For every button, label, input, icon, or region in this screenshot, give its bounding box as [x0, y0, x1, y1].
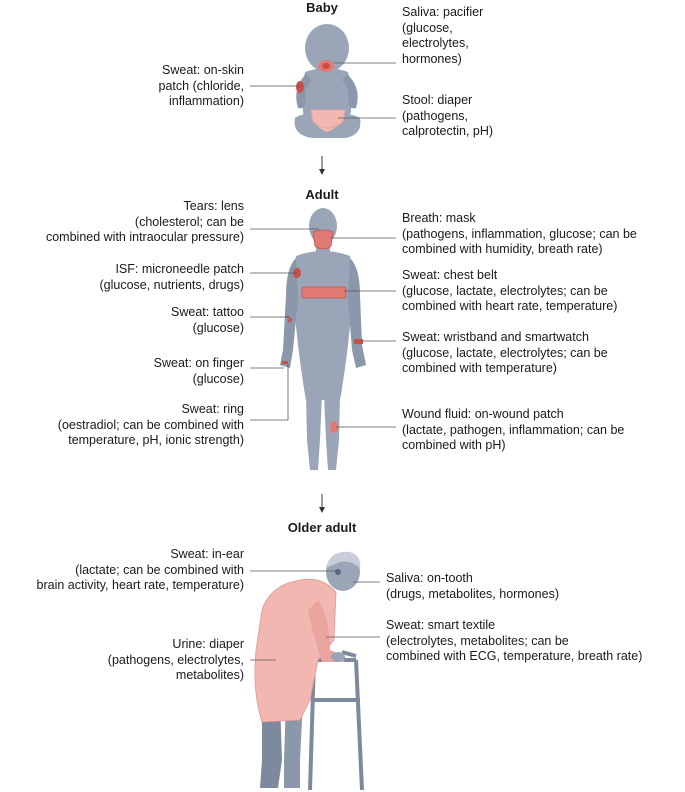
label-adult-wristband: Sweat: wristband and smartwatch (glucose, lactate, electrolytes; can be combined with temperature) [402, 330, 608, 375]
label-adult-finger: Sweat: on finger (glucose) [153, 356, 244, 386]
label-baby-sweat: Sweat: on-skin patch (chloride, inflammation) [158, 63, 244, 108]
baby-figure [295, 24, 361, 138]
stage-heading-adult: Adult [305, 187, 339, 202]
label-older-in-ear: Sweat: in-ear (lactate; can be combined with brain activity, heart rate, temperature) [36, 547, 244, 592]
label-older-urine: Urine: diaper (pathogens, electrolytes, metabolites) [107, 637, 244, 682]
label-adult-isf: ISF: microneedle patch (glucose, nutrients, drugs) [99, 262, 244, 292]
label-baby-saliva: Saliva: pacifier (glucose, electrolytes, hormones) [402, 5, 484, 66]
label-baby-stool: Stool: diaper (pathogens, calprotectin, pH) [402, 93, 494, 138]
label-older-saliva: Saliva: on-tooth (drugs, metabolites, hormones) [386, 571, 559, 601]
label-adult-chest-belt: Sweat: chest belt (glucose, lactate, electrolytes; can be combined with heart rate, temperature) [402, 268, 618, 313]
label-older-smart-textile: Sweat: smart textile (electrolytes, metabolites; can be combined with ECG, temperature, breath rate) [386, 618, 643, 663]
label-adult-tattoo: Sweat: tattoo (glucose) [171, 305, 244, 335]
label-adult-ring: Sweat: ring (oestradiol; can be combined with temperature, pH, ionic strength) [57, 402, 244, 447]
older-adult-figure [255, 552, 362, 790]
adult-figure [280, 208, 366, 470]
label-adult-wound: Wound fluid: on-wound patch (lactate, pathogen, inflammation; can be combined with pH) [402, 407, 625, 452]
stage-heading-baby: Baby [306, 0, 338, 15]
stage-heading-older-adult: Older adult [287, 520, 357, 535]
label-adult-breath: Breath: mask (pathogens, inflammation, glucose; can be combined with humidity, breath rate) [402, 211, 637, 256]
label-adult-tears: Tears: lens (cholesterol; can be combined with intraocular pressure) [45, 199, 244, 244]
